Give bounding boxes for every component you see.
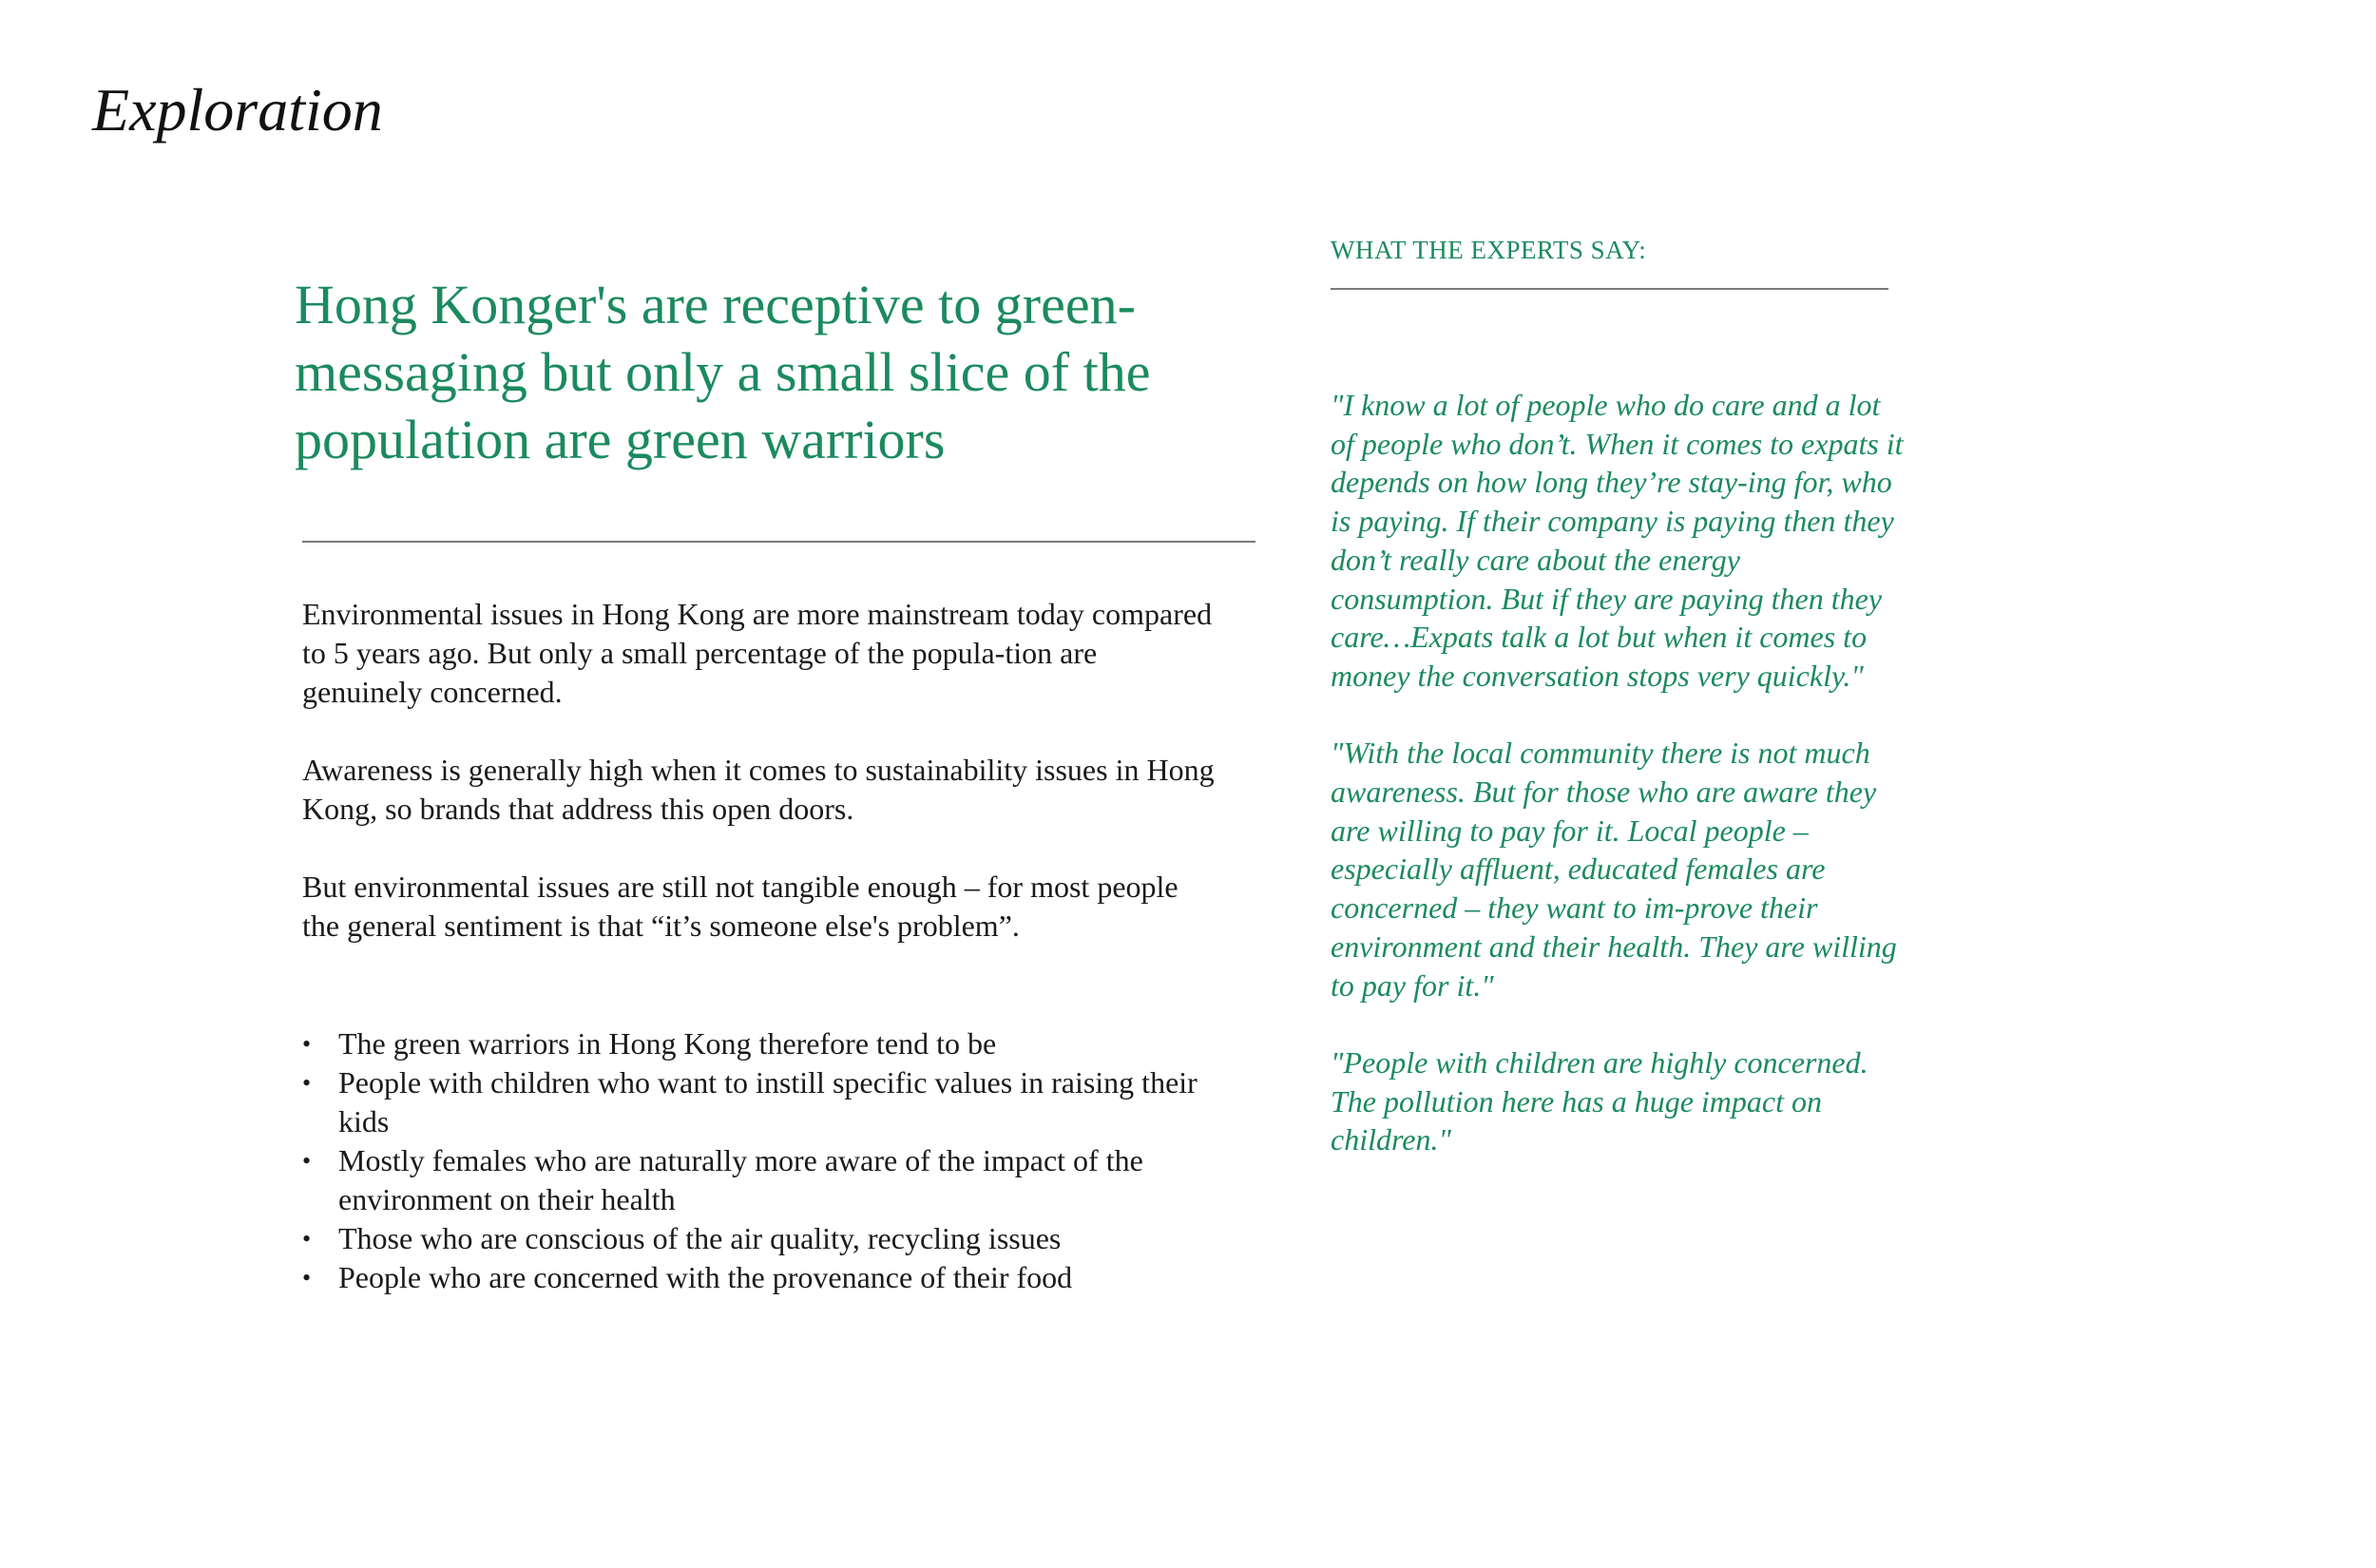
bullet-marker: • <box>302 1030 312 1058</box>
expert-quote: "With the local community there is not much awareness. But for those who are aware they are willing to pay for it. Local people – especially affluent, educated females are concerned – they want to im-prove their environment and their health. They are willing to pay for it." <box>1331 736 1897 1003</box>
expert-quote: "People with children are highly concerned. The pollution here has a huge impact on children." <box>1331 1044 1868 1157</box>
bullet-item <box>302 1024 1234 1063</box>
headline-divider <box>302 541 1255 543</box>
body-paragraph: Awareness is generally high when it comes to sustainability issues in Hong Kong, so brands that address this open doors. <box>302 753 1215 826</box>
body-paragraph: Environmental issues in Hong Kong are more mainstream today compared to 5 years ago. But only a small percentage of the popula-tion are genuinely concerned. <box>302 597 1213 709</box>
bullet-text: Mostly females who are naturally more aware of the impact of the environment on their health <box>338 1143 1143 1216</box>
experts-divider <box>1331 288 1888 290</box>
expert-quote: "I know a lot of people who do care and a lot of people who don’t. When it comes to expats it depends on how long they’re stay-ing for, who is paying. If their company is paying then they don’t really care about the energy consumption. But if they are paying then they care…Expats talk a lot but when it comes to money the conversation stops very quickly." <box>1331 388 1904 693</box>
bullet-item <box>302 1219 1234 1258</box>
headline: Hong Konger's are receptive to green-messaging but only a small slice of the population are green warriors <box>295 274 1151 470</box>
page-title: Exploration <box>92 76 383 143</box>
bullet-marker: • <box>302 1069 312 1097</box>
body-paragraph: But environmental issues are still not tangible enough – for most people the general sentiment is that “it’s someone else's problem”. <box>302 870 1178 943</box>
bullet-text: The green warriors in Hong Kong therefore tend to be <box>338 1026 997 1061</box>
bullet-text: People with children who want to instill specific values in raising their kids <box>338 1065 1198 1138</box>
bullet-marker: • <box>302 1264 312 1291</box>
bullet-marker: • <box>302 1225 312 1252</box>
expert-quotes <box>1331 386 1910 1198</box>
bullet-item <box>302 1258 1234 1297</box>
bullet-text: People who are concerned with the provenance of their food <box>338 1260 1073 1294</box>
bullet-list <box>302 1024 1234 1297</box>
bullet-item <box>302 1063 1234 1141</box>
bullet-item <box>302 1141 1234 1219</box>
body-text <box>302 595 1215 985</box>
bullet-text: Those who are conscious of the air quality, recycling issues <box>338 1221 1062 1255</box>
bullet-marker: • <box>302 1147 312 1175</box>
experts-heading: WHAT THE EXPERTS SAY: <box>1331 236 1647 264</box>
